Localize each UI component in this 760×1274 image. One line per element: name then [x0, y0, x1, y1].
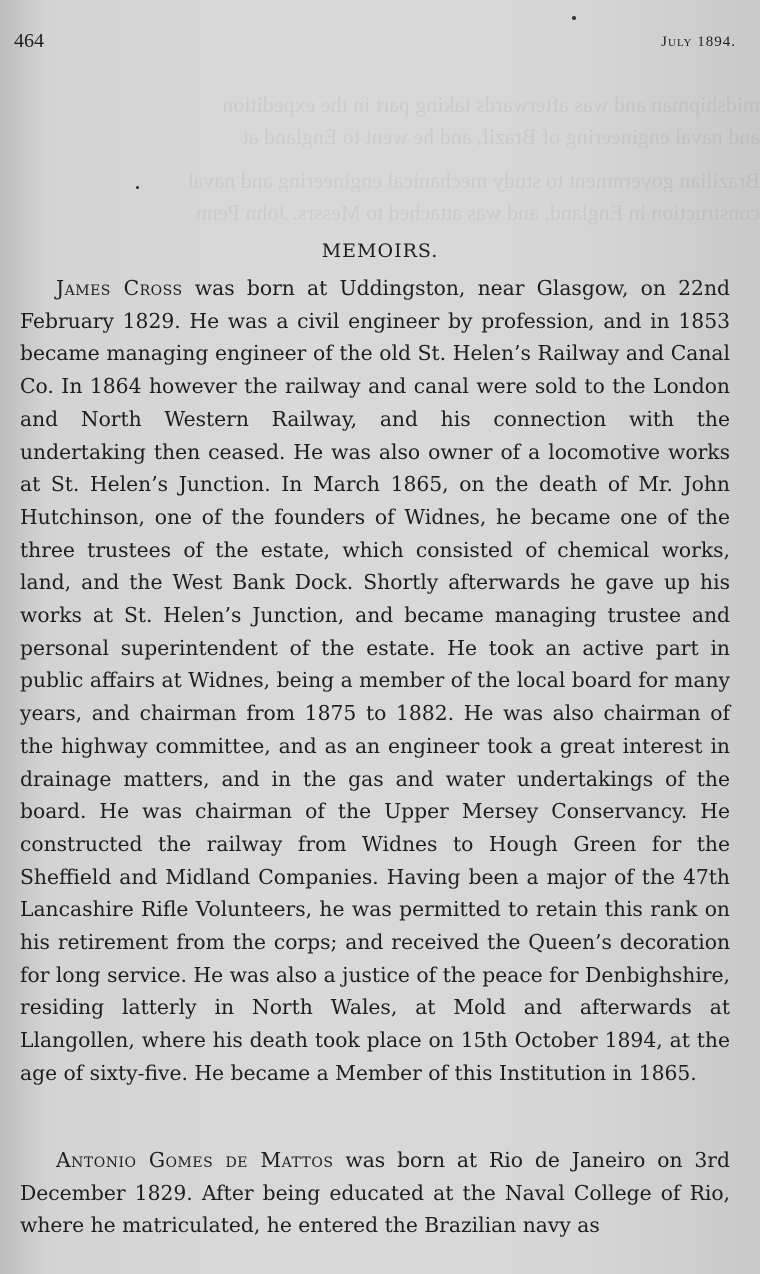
running-date: July 1894.: [661, 34, 736, 50]
show-through-text: midshipman and was afterwards taking part in the expedition: [222, 92, 760, 117]
show-through-text: Brazilian government to study mechanical engineering and naval: [187, 168, 760, 193]
memoir-name: Antonio Gomes de Mattos: [56, 1148, 334, 1172]
ink-speck: [572, 16, 576, 20]
memoir-text: was born at Uddingston, near Glasgow, on 22nd February 1829. He was a civil engineer by profession, and in 1853 became managing engineer of the old St. Helen’s Railway and Canal Co. In 1864 however the railway and canal were sold to the London and North Western Railway, and his connection with the undertaking then ceased. He was also owner of a locomotive works at St. Helen’s Junction. In March 1865, on the death of Mr. John Hutchinson, one of the founders of Widnes, he became one of the three trustees of the estate, which consisted of chemical works, land, and the West Bank Dock. Shortly afterwards he gave up his works at St. Helen’s Junction, and became managing trustee and personal superintendent of the estate. He took an active part in public affairs at Widnes, being a member of the local board for many years, and chairman from 1875 to 1882. He was also chairman of the highway committee, and as an engineer took a great interest in drainage matters, and in the gas and water undertakings of the board. He was chairman of the Upper Mersey Conservancy. He constructed the railway from Widnes to Hough Green for the Sheffield and Midland Companies. Having been a major of the 47th Lancashire Rifle Volunteers, he was permitted to retain this rank on his retirement from the corps; and received the Queen’s decoration for long service. He was also a justice of the peace for Denbighshire, residing latterly in North Wales, at Mold and afterwards at Llangollen, where his death took place on 15th October 1894, at the age of sixty-five. He became a Member of this Institution in 1865.: [20, 276, 730, 1085]
memoir-text: was born at Rio de Janeiro on 3rd December 1829. After being educated at the Naval College of Rio, where he matriculated, he entered the Brazilian navy as: [20, 1148, 730, 1238]
memoir-name: James Cross: [56, 276, 183, 300]
show-through-text: construction in England, and was attached to Messrs. John Penn: [196, 200, 760, 225]
show-through-text: and naval engineering of Brazil, and he went to England at: [242, 124, 760, 149]
page-header: [0, 30, 760, 60]
page-number: 464: [14, 30, 44, 52]
ink-speck: [136, 186, 139, 189]
memoir-paragraph: [20, 272, 730, 1090]
section-title: MEMOIRS.: [321, 240, 439, 262]
memoir-paragraph: [20, 1144, 730, 1242]
